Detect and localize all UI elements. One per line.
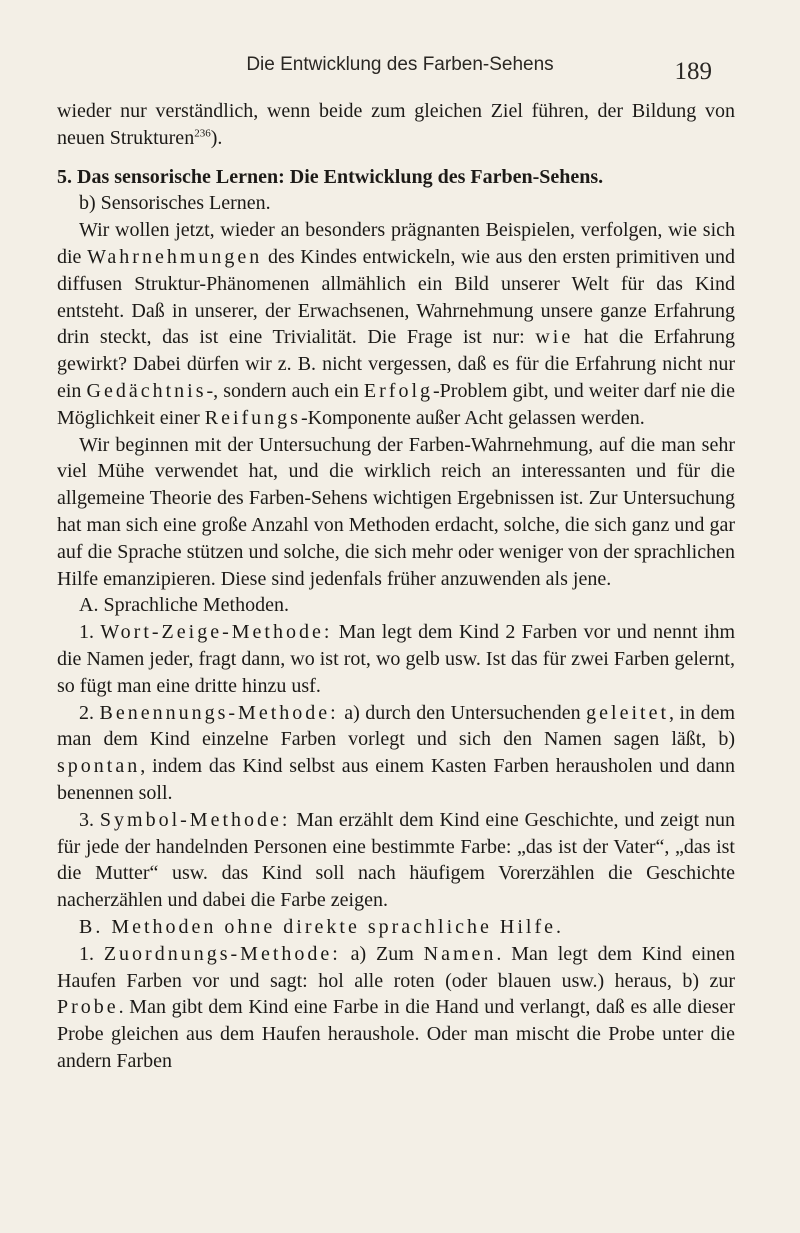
emphasis-gedaechtnis: Gedächtnis [86, 379, 207, 402]
heading-methoden-ohne-sprache: B. Methoden ohne direkte sprachliche Hilfe. [79, 915, 564, 938]
subheading: b) Sensorisches Lernen. [79, 192, 271, 215]
method-name: Benennungs-Methode: [99, 701, 339, 724]
method-benennungs: 2. Benennungs-Methode: a) durch den Untersuchenden geleitet, in dem man dem Kind einzelne Farben vorlegt und sich den Namen sagen läßt, b) spontan, indem das Kind selbst aus einem Kasten Farben herausholen und dann benennen soll. [57, 701, 736, 804]
method-symbol: 3. Symbol-Methode: Man erzählt dem Kind eine Geschichte, und zeigt nun für jede der handelnden Personen eine bestimmte Farbe: „das ist der Vater“, „das ist die Mutter“ usw. das Kind soll nach häufigem Vorerzählen die Geschichte nacherzählen und dabei die Farbe zeigen. [57, 808, 736, 912]
page-header [0, 48, 800, 88]
page-body [57, 98, 735, 1075]
emphasis-wie: wie [535, 326, 574, 349]
running-title: Die Entwicklung des Farben-Sehens [246, 54, 554, 75]
emphasis-reifungs: Reifungs [204, 406, 301, 429]
method-name: Zuordnungs-Methode: [103, 942, 341, 965]
method-zuordnungs: 1. Zuordnungs-Methode: a) Zum Namen. Man legt dem Kind einen Haufen Farben vor und sagt: hol alle roten (oder blauen usw.) heraus, b) zur Probe. Man gibt dem Kind eine Farbe in die Hand und verlangt, daß es alle dieser Probe gleichen aus dem Haufen heraushole. Oder man mischt die Probe unter die andern Farben [57, 942, 736, 1072]
paragraph-intro: Wir wollen jetzt, wieder an besonders prägnanten Beispielen, verfolgen, wie sich die Wahrnehmungen des Kindes entwickeln, wie aus den ersten primitiven und diffusen Struktur-Phänomenen allmählich ein Bild unserer Welt für das Kind entsteht. Daß in unserer, der Erwachsenen, Wahrnehmung unsere ganze Erfahrung drin steckt, das ist eine Trivialität. Die Frage ist nur: wie hat die Erfahrung gewirkt? Dabei dürfen wir z. B. nicht vergessen, daß es für die Erfahrung nicht nur ein Gedächtnis-, sondern auch ein Erfolg-Problem gibt, und weiter darf nie die Möglichkeit einer Reifungs-Komponente außer Acht gelassen werden. [57, 219, 735, 429]
paragraph-continuation: wieder nur verständlich, wenn beide zum gleichen Ziel führen, der Bildung von neuen Strukturen$^{236}$). [57, 100, 735, 149]
paragraph-methods: Wir beginnen mit der Untersuchung der Farben-Wahrnehmung, auf die man sehr viel Mühe verwendet hat, und die wirklich reich an interessanten und für die allgemeine Theorie des Farben-Sehens wichtigen Ergebnissen ist. Zur Untersuchung hat man sich eine große Anzahl von Methoden erdacht, solche, die sich ganz und gar auf die Sprache stützen und solche, die sich mehr oder weniger von der sprachlichen Hilfe emanzipieren. Diese sind jedenfals früher anzuwenden als jene. [57, 433, 735, 590]
method-name: Symbol-Methode: [99, 808, 291, 831]
footnote-reference: 236 [194, 127, 211, 140]
method-wort-zeige: 1. Wort-Zeige-Methode: Man legt dem Kind 2 Farben vor und nennt ihm die Namen jeder, fragt dann, wo ist rot, wo gelb usw. Ist das für zwei Farben gelernt, so fügt man eine dritte hinzu usf. [57, 621, 736, 697]
emphasis-wahrnehmungen: Wahrnehmungen [87, 245, 263, 268]
section-heading: 5. Das sensorische Lernen: Die Entwicklung des Farben-Sehens. [57, 165, 604, 188]
page-number: 189 [674, 58, 712, 85]
emphasis-erfolg: Erfolg [363, 379, 434, 402]
method-name: Wort-Zeige-Methode: [100, 621, 333, 644]
heading-sprachliche-methoden: A. Sprachliche Methoden. [79, 594, 289, 617]
